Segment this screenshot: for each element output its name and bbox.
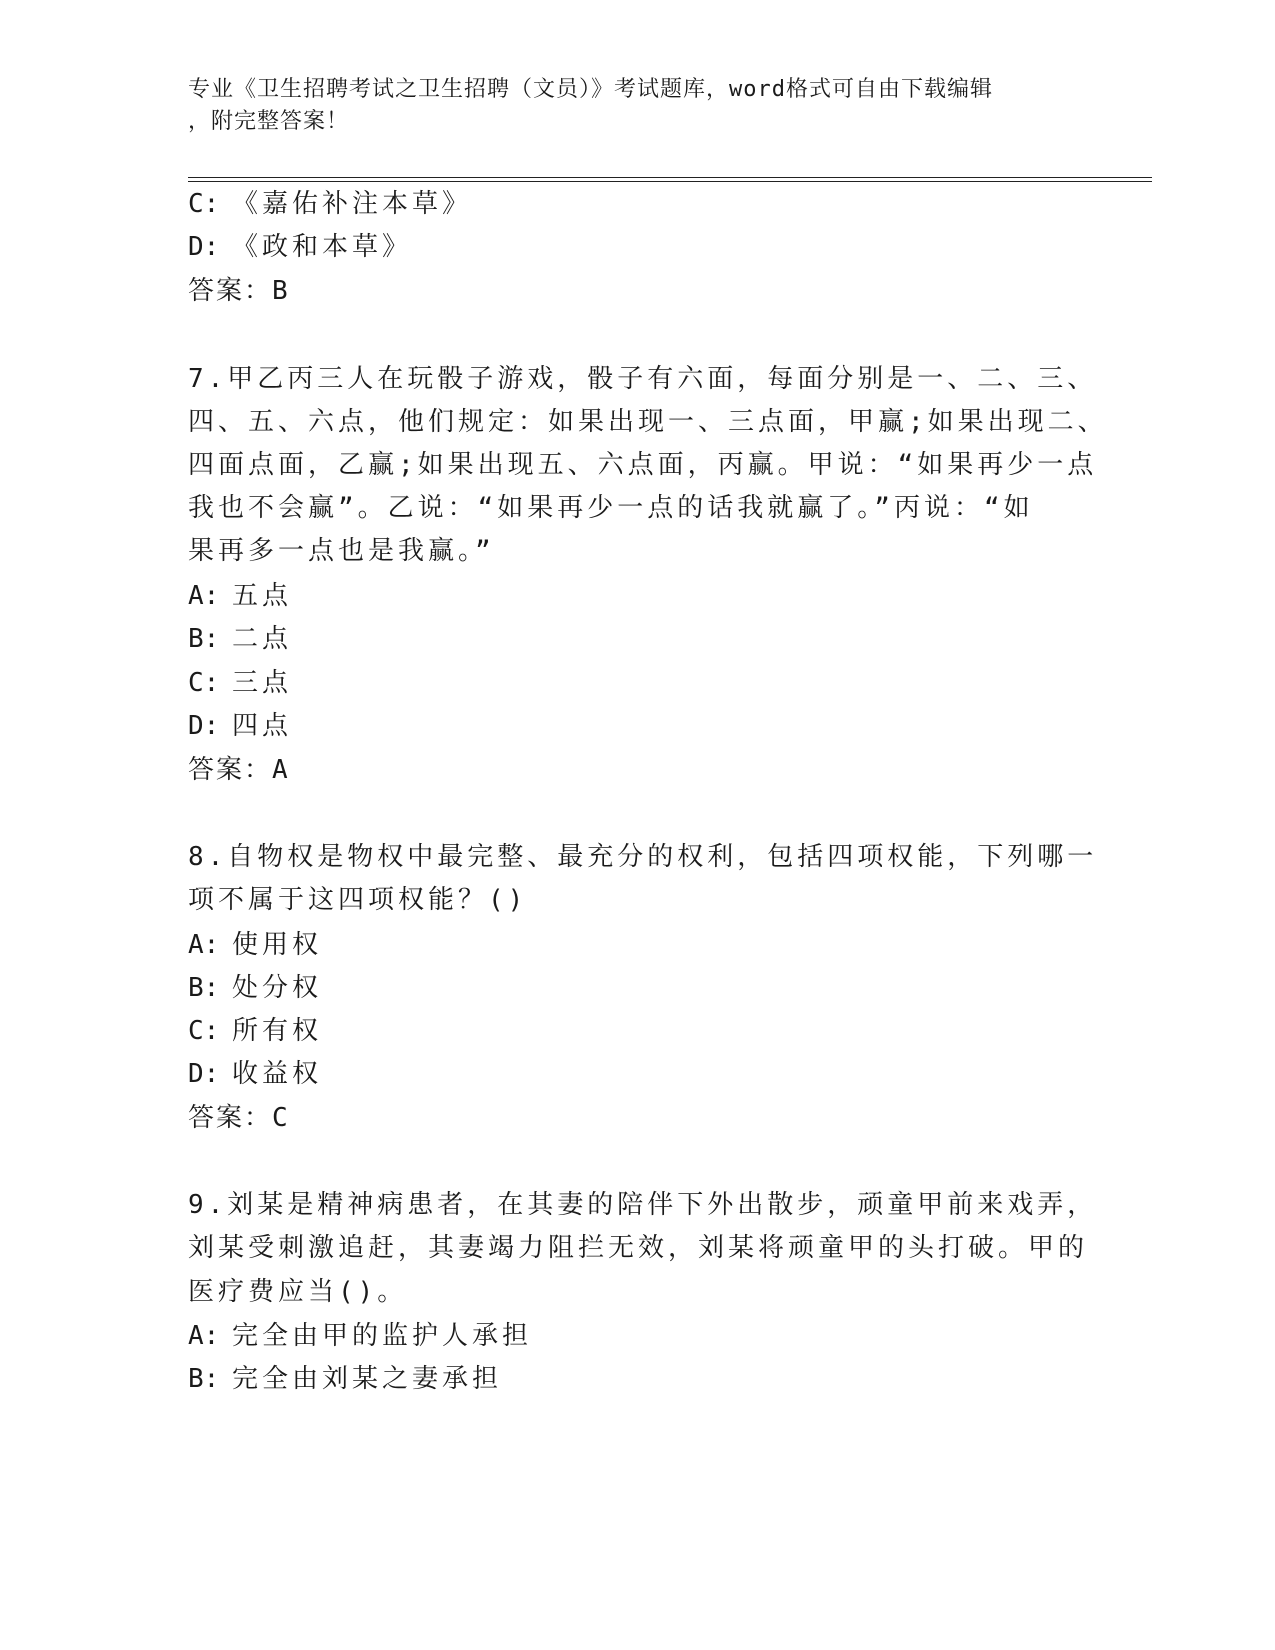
header-divider-top [188, 177, 1152, 178]
option-letter: A: [188, 930, 220, 960]
option-text: 处分权 [232, 973, 323, 1003]
header-line-1: 专业《卫生招聘考试之卫生招聘（文员）》考试题库，word格式可自由下载编辑 [188, 77, 993, 102]
option-text: 完全由甲的监护人承担 [232, 1321, 533, 1351]
question-8-line-1: 8.自物权是物权中最完整、最充分的权利，包括四项权能，下列哪一 [188, 842, 1098, 872]
option-letter: C: [188, 1016, 220, 1046]
option-letter: B: [188, 973, 220, 1003]
question-9-option-b [188, 1361, 502, 1397]
question-8-option-c [188, 1013, 322, 1049]
question-7-answer: 答案：A [188, 755, 290, 785]
option-letter: C: [188, 189, 220, 219]
option-text: 所有权 [232, 1016, 323, 1046]
option-letter: D: [188, 1059, 220, 1089]
question-8-option-a [188, 927, 322, 963]
option-letter: A: [188, 581, 220, 611]
option-letter: B: [188, 1364, 220, 1394]
option-text: 五点 [232, 581, 293, 611]
option-letter: B: [188, 624, 220, 654]
question-8-answer: 答案：C [188, 1103, 290, 1133]
question-9-line-3: 医疗费应当()。 [188, 1277, 408, 1307]
header-divider-bottom [188, 181, 1152, 182]
option-d [188, 229, 412, 265]
option-letter: D: [188, 232, 220, 262]
document-header [188, 74, 1068, 138]
question-8-option-b [188, 970, 322, 1006]
question-7-option-b [188, 621, 292, 657]
question-7-option-a [188, 578, 292, 614]
option-text: 收益权 [232, 1059, 323, 1089]
question-7-option-d [188, 708, 292, 744]
option-letter: C: [188, 668, 220, 698]
option-text: 完全由刘某之妻承担 [232, 1364, 503, 1394]
question-9-line-2: 刘某受刺激追赶，其妻竭力阻拦无效，刘某将顽童甲的头打破。甲的 [188, 1233, 1089, 1263]
option-text: 三点 [232, 668, 293, 698]
question-7-line-5: 果再多一点也是我赢。” [188, 536, 495, 566]
option-c [188, 186, 472, 222]
question-7-line-4: 我也不会赢”。乙说：“如果再少一点的话我就赢了。”丙说：“如 [188, 493, 1034, 523]
question-9-line-1: 9.刘某是精神病患者，在其妻的陪伴下外出散步，顽童甲前来戏弄， [188, 1190, 1098, 1220]
header-line-2: ，附完整答案！ [188, 109, 350, 134]
option-letter: D: [188, 711, 220, 741]
question-8-option-d [188, 1056, 322, 1092]
answer-line: 答案：B [188, 276, 290, 306]
option-text: 使用权 [232, 930, 323, 960]
question-7-line-2: 四、五、六点，他们规定：如果出现一、三点面，甲赢;如果出现二、 [188, 407, 1108, 437]
question-7-line-3: 四面点面，乙赢;如果出现五、六点面，丙赢。甲说：“如果再少一点 [188, 450, 1098, 480]
question-7-line-1: 7.甲乙丙三人在玩骰子游戏，骰子有六面，每面分别是一、二、三、 [188, 364, 1098, 394]
question-7-option-c [188, 665, 292, 701]
option-text: 二点 [232, 624, 293, 654]
option-letter: A: [188, 1321, 220, 1351]
option-text: 《政和本草》 [232, 232, 413, 262]
option-text: 四点 [232, 711, 293, 741]
question-9-option-a [188, 1318, 532, 1354]
question-8-line-2: 项不属于这四项权能？() [188, 885, 528, 915]
option-text: 《嘉佑补注本草》 [232, 189, 473, 219]
